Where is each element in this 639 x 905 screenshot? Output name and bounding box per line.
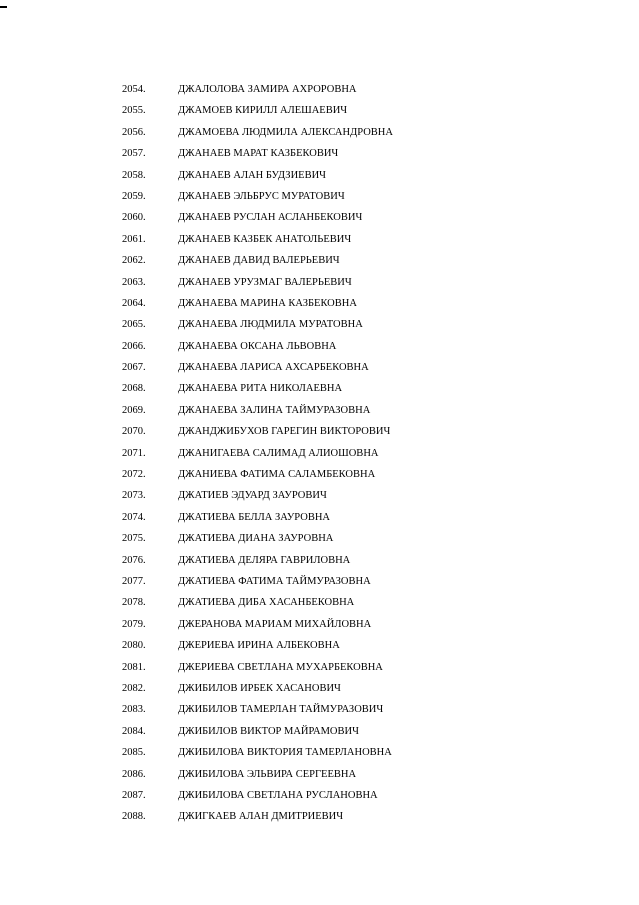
entry-name: ДЖАНАЕВА ЗАЛИНА ТАЙМУРАЗОВНА [178,404,371,416]
entry-number: 2060. [122,212,146,224]
list-item [0,468,639,489]
entry-name: ДЖАНАЕВА ОКСАНА ЛЬВОВНА [178,340,337,352]
entry-name: ДЖИГКАЕВ АЛАН ДМИТРИЕВИЧ [178,811,344,823]
entry-name: ДЖАТИЕВА ФАТИМА ТАЙМУРАЗОВНА [178,575,371,587]
entry-number: 2078. [122,597,146,609]
entry-name: ДЖАНДЖИБУХОВ ГАРЕГИН ВИКТОРОВИЧ [178,426,391,438]
list-item [0,233,639,254]
entry-number: 2067. [122,362,146,374]
entry-number: 2085. [122,747,146,759]
entry-number: 2076. [122,554,146,566]
entry-number: 2083. [122,704,146,716]
entry-name: ДЖАНАЕВ РУСЛАН АСЛАНБЕКОВИЧ [178,212,363,224]
list-item [0,318,639,339]
entry-number: 2055. [122,105,146,117]
list-item [0,211,639,232]
list-item [0,746,639,767]
entry-number: 2061. [122,233,146,245]
list-item [0,703,639,724]
list-item [0,190,639,211]
entry-number: 2087. [122,789,146,801]
list-item [0,447,639,468]
list-item [0,661,639,682]
entry-name: ДЖАНАЕВ КАЗБЕК АНАТОЛЬЕВИЧ [178,233,352,245]
entry-name: ДЖАМОЕВ КИРИЛЛ АЛЕШАЕВИЧ [178,105,348,117]
entry-number: 2084. [122,725,146,737]
entry-name: ДЖЕРАНОВА МАРИАМ МИХАЙЛОВНА [178,618,372,630]
list-item [0,126,639,147]
entry-number: 2086. [122,768,146,780]
list-item [0,682,639,703]
entry-name: ДЖАНАЕВ УРУЗМАГ ВАЛЕРЬЕВИЧ [178,276,352,288]
list-item [0,297,639,318]
list-item [0,83,639,104]
entry-name: ДЖЕРИЕВА СВЕТЛАНА МУХАРБЕКОВНА [178,661,383,673]
entry-name: ДЖИБИЛОВ ВИКТОР МАЙРАМОВИЧ [178,725,359,737]
list-item [0,618,639,639]
entry-number: 2070. [122,426,146,438]
entry-number: 2059. [122,190,146,202]
list-item [0,254,639,275]
entry-name: ДЖАНИЕВА ФАТИМА САЛАМБЕКОВНА [178,469,376,481]
entry-name: ДЖАЛОЛОВА ЗАМИРА АХРОРОВНА [178,84,357,95]
entry-number: 2056. [122,126,146,138]
entry-name: ДЖАНАЕВ АЛАН БУДЗИЕВИЧ [178,169,326,181]
entry-number: 2079. [122,618,146,630]
entry-number: 2054. [122,84,146,95]
entry-name: ДЖАНИГАЕВА САЛИМАД АЛИОШОВНА [178,447,379,459]
entry-number: 2074. [122,511,146,523]
entry-number: 2071. [122,447,146,459]
entry-name: ДЖАНАЕВА ЛЮДМИЛА МУРАТОВНА [178,319,363,331]
entry-number: 2063. [122,276,146,288]
list-item [0,404,639,425]
corner-scan-mark [0,6,7,8]
entry-name: ДЖАТИЕВА ДИАНА ЗАУРОВНА [178,533,334,545]
list-item [0,532,639,553]
list-item [0,596,639,617]
entry-name: ДЖАНАЕВ МАРАТ КАЗБЕКОВИЧ [178,148,339,160]
list-item [0,276,639,297]
list-item [0,575,639,596]
entry-name: ДЖАТИЕВ ЭДУАРД ЗАУРОВИЧ [178,490,327,502]
list-item [0,361,639,382]
list-item [0,511,639,532]
list-item [0,810,639,831]
entry-number: 2075. [122,533,146,545]
list-item [0,639,639,660]
entry-number: 2057. [122,148,146,160]
entry-name: ДЖИБИЛОВА ЭЛЬВИРА СЕРГЕЕВНА [178,768,357,780]
list-item [0,768,639,789]
entry-name: ДЖАНАЕВА РИТА НИКОЛАЕВНА [178,383,343,395]
entry-name: ДЖАНАЕВ ДАВИД ВАЛЕРЬЕВИЧ [178,255,340,267]
entry-name: ДЖИБИЛОВ ТАМЕРЛАН ТАЙМУРАЗОВИЧ [178,704,384,716]
list-item [0,147,639,168]
entry-name: ДЖАМОЕВА ЛЮДМИЛА АЛЕКСАНДРОВНА [178,126,393,138]
entry-name: ДЖАНАЕВ ЭЛЬБРУС МУРАТОВИЧ [178,190,345,202]
entry-number: 2058. [122,169,146,181]
entry-number: 2069. [122,404,146,416]
list-item [0,725,639,746]
list-item [0,789,639,810]
entry-number: 2066. [122,340,146,352]
entry-number: 2073. [122,490,146,502]
entry-name: ДЖИБИЛОВ ИРБЕК ХАСАНОВИЧ [178,682,341,694]
list-item [0,554,639,575]
entry-name: ДЖАНАЕВА ЛАРИСА АХСАРБЕКОВНА [178,362,369,374]
entry-number: 2081. [122,661,146,673]
entry-name: ДЖИБИЛОВА ВИКТОРИЯ ТАМЕРЛАНОВНА [178,747,392,759]
entry-number: 2068. [122,383,146,395]
entry-number: 2080. [122,640,146,652]
list-item [0,340,639,361]
entry-number: 2064. [122,297,146,309]
entry-number: 2065. [122,319,146,331]
entry-name: ДЖАТИЕВА ДИБА ХАСАНБЕКОВНА [178,597,355,609]
entry-number: 2072. [122,469,146,481]
list-item [0,425,639,446]
list-item [0,382,639,403]
entry-number: 2077. [122,575,146,587]
entry-number: 2062. [122,255,146,267]
entry-number: 2082. [122,682,146,694]
list-item [0,104,639,125]
entry-name: ДЖАНАЕВА МАРИНА КАЗБЕКОВНА [178,297,357,309]
entry-number: 2088. [122,811,146,823]
list-item [0,489,639,510]
name-list [0,83,639,832]
entry-name: ДЖИБИЛОВА СВЕТЛАНА РУСЛАНОВНА [178,789,378,801]
entry-name: ДЖЕРИЕВА ИРИНА АЛБЕКОВНА [178,640,340,652]
list-item [0,169,639,190]
entry-name: ДЖАТИЕВА ДЕЛЯРА ГАВРИЛОВНА [178,554,351,566]
entry-name: ДЖАТИЕВА БЕЛЛА ЗАУРОВНА [178,511,331,523]
